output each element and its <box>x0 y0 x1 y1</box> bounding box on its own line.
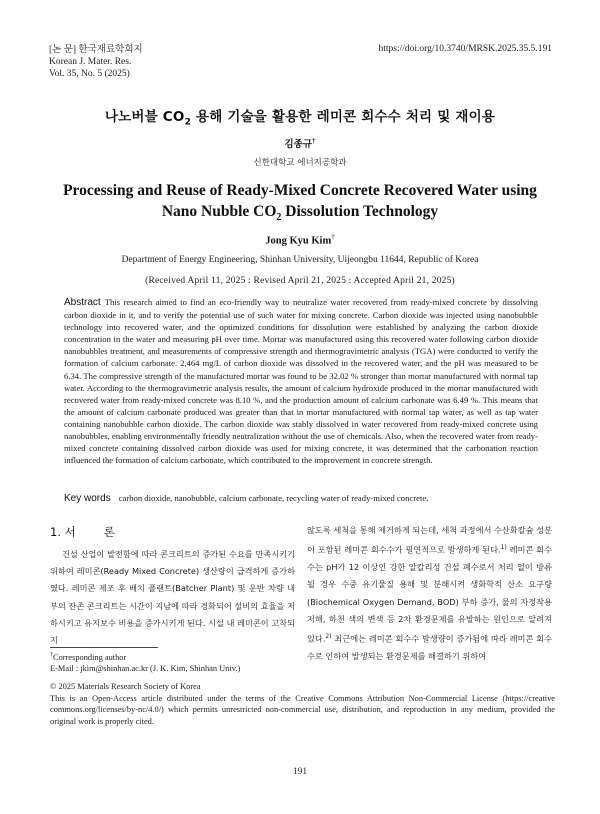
license-text: This is an Open-Access article distributed under the terms of the Creative Commons Attribution Non-Commercial License (https://creative commons.org/licenses/by-nc/4.0/) which permits unrestricted non-commercial use, distribution, and reproduction in any medium, provided the original work is properly cited. <box>50 693 555 726</box>
license-notice <box>50 681 555 727</box>
title-ko-part1: 나노버블 CO <box>104 109 185 125</box>
footnote <box>50 650 240 675</box>
title-korean <box>0 105 600 128</box>
keywords-label: Key words <box>64 493 111 504</box>
received-dates: (Received April 11, 2025 : Revised April 21, 2025 : Accepted April 21, 2025) <box>145 276 455 286</box>
journal-volume: Vol. 35, No. 5 (2025) <box>49 69 130 79</box>
footnote-divider <box>50 647 158 648</box>
title-en-subscript: 2 <box>276 212 282 224</box>
footnote-corresponding: Corresponding author <box>53 652 127 662</box>
body-text: 않도록 세척을 통해 제거하게 되는데, 세척 과정에서 수산화칼슘 성분이 포함된 레미콘 회수수가 필연적으로 발생하게 된다. <box>307 525 552 555</box>
title-english <box>0 180 600 228</box>
journal-name-en: Korean J. Mater. Res. <box>49 57 132 67</box>
author-english <box>0 233 600 247</box>
author-ko-name: 김종규 <box>284 139 313 150</box>
abstract-label: Abstract <box>64 297 101 308</box>
doi-link[interactable]: https://doi.org/10.3740/MRSK.2025.35.5.191 <box>378 44 552 54</box>
affiliation-korean: 신한대학교 에너지공학과 <box>253 158 347 168</box>
section-heading <box>50 524 115 540</box>
body-column-right <box>307 522 552 665</box>
copyright-line: © 2025 Materials Research Society of Korea <box>50 682 201 691</box>
title-en-line1: Processing and Reuse of Ready-Mixed Concrete Recovered Water using <box>63 182 537 199</box>
author-en-mark: † <box>331 233 335 241</box>
section-title: 론 <box>103 525 115 539</box>
citation-ref: 2) <box>325 632 332 640</box>
author-korean <box>0 136 600 150</box>
body-text: 최근에는 레미콘 회수수 발생량이 증가됨에 따라 레미콘 회수수로 인하여 발생되는 환경문제를 해결하기 위하여 <box>307 633 552 661</box>
title-en-line2 <box>0 201 600 228</box>
body-column-left <box>50 546 295 649</box>
body-paragraph <box>307 522 552 665</box>
section-number: 1. 서 <box>50 525 76 539</box>
title-ko-part2: 용해 기술을 활용한 레미콘 회수수 처리 및 재이용 <box>191 109 496 125</box>
author-en-name: Jong Kyu Kim <box>265 235 332 247</box>
citation-ref: 1) <box>500 544 507 552</box>
body-text: 레미콘 회수수는 pH가 12 이상인 강한 알칼리성 건설 폐수로서 처리 없이 방류될 경우 수중 유기물질 용해 및 분해시켜 생화학적 산소 요구량(Biochemical Oxygen Demand, BOD) 부하 증가, 물의 자정작용 저해, 하천 색의 변색 등 2차 환경문제를 유발하는 원인으로 알려져 있다. <box>307 544 552 644</box>
footnote-email: E-Mail : jkim@shinhan.ac.kr (J. K. Kim, Shinhan Univ.) <box>50 664 241 674</box>
title-ko-subscript: 2 <box>184 117 192 128</box>
affiliation-english: Department of Energy Engineering, Shinhan University, Uijeongbu 11644, Republic of Korea <box>121 255 479 265</box>
page-number: 191 <box>292 767 308 777</box>
journal-header <box>49 44 143 80</box>
abstract <box>64 296 538 466</box>
author-ko-mark: † <box>312 136 316 145</box>
body-paragraph: 건설 산업이 발전함에 따라 콘크리트의 증가된 수요를 만족시키기 위하여 레미콘(Ready Mixed Concrete) 생산량이 급격하게 증가하였다. 레미콘 제조 후 배치 플랜트(Batcher Plant) 및 운반 차량 내부의 잔존 콘크리트는 시간이 지남에 따라 경화되어 설비의 효율을 저하시키고 유지보수 비용을 증가시키게 된다. 시설 내 레미콘이 고착되지 <box>50 549 295 646</box>
journal-name-ko: [논 문] 한국재료학회지 <box>49 45 143 55</box>
keywords <box>64 493 538 504</box>
footnote-mark: † <box>50 652 53 658</box>
keywords-text: carbon dioxide, nanobubble, calcium carbonate, recycling water of ready-mixed concrete. <box>118 493 429 503</box>
footnote-line1 <box>50 650 240 663</box>
title-en-part2: Dissolution Technology <box>281 203 439 220</box>
title-en-part1: Nano Nubble CO <box>161 203 277 220</box>
abstract-text: This research aimed to find an eco-friendly way to neutralize water recovered from ready-mixed concrete by dissolving carbon dioxide in it, and to verify the potential use of such water for mixing concrete. Carbon dioxide was injected using nanobubble technology into recovered water, and the optimized conditions for dissolution were established by analyzing the carbon dioxide concentration in the water and measuring pH over time. Mortar was manufactured using this recovered water following carbon dioxide nanobubbles treatment, and measurements of compressive strength and thermogravimetric analysis (TGA) were conducted to verify the formation of calcium carbonate. 2,464 mg/L of carbon dioxide was dissolved in the recovered water, and the pH was measured to be 6.34. The compressive strength of the manufactured mortar was found to be 32.02 % stronger than mortar manufactured with normal tap water. According to the thermogravimetric analysis results, the amount of calcium hydroxide produced in the mortar manufactured with recovered water from ready-mixed concrete was 8.10 %, and the production amount of calcium carbonate was 6.49 %. This means that the amount of calcium carbonate produced was greater than that in mortar manufactured with normal tap water, as well as tap water containing nanobubble carbon dioxide. The carbon dioxide was stably dissolved in water recovered from ready-mixed concrete using nanobubbles, enabling environmentally friendly neutralization without the use of chemicals. Also, when the recovered water from ready-mixed concrete containing dissolved carbon dioxide was used for mixing concrete, it was determined that the carbonation reaction influenced the formation of calcium carbonate, which contributed to the improvement in concrete strength. <box>64 297 538 466</box>
